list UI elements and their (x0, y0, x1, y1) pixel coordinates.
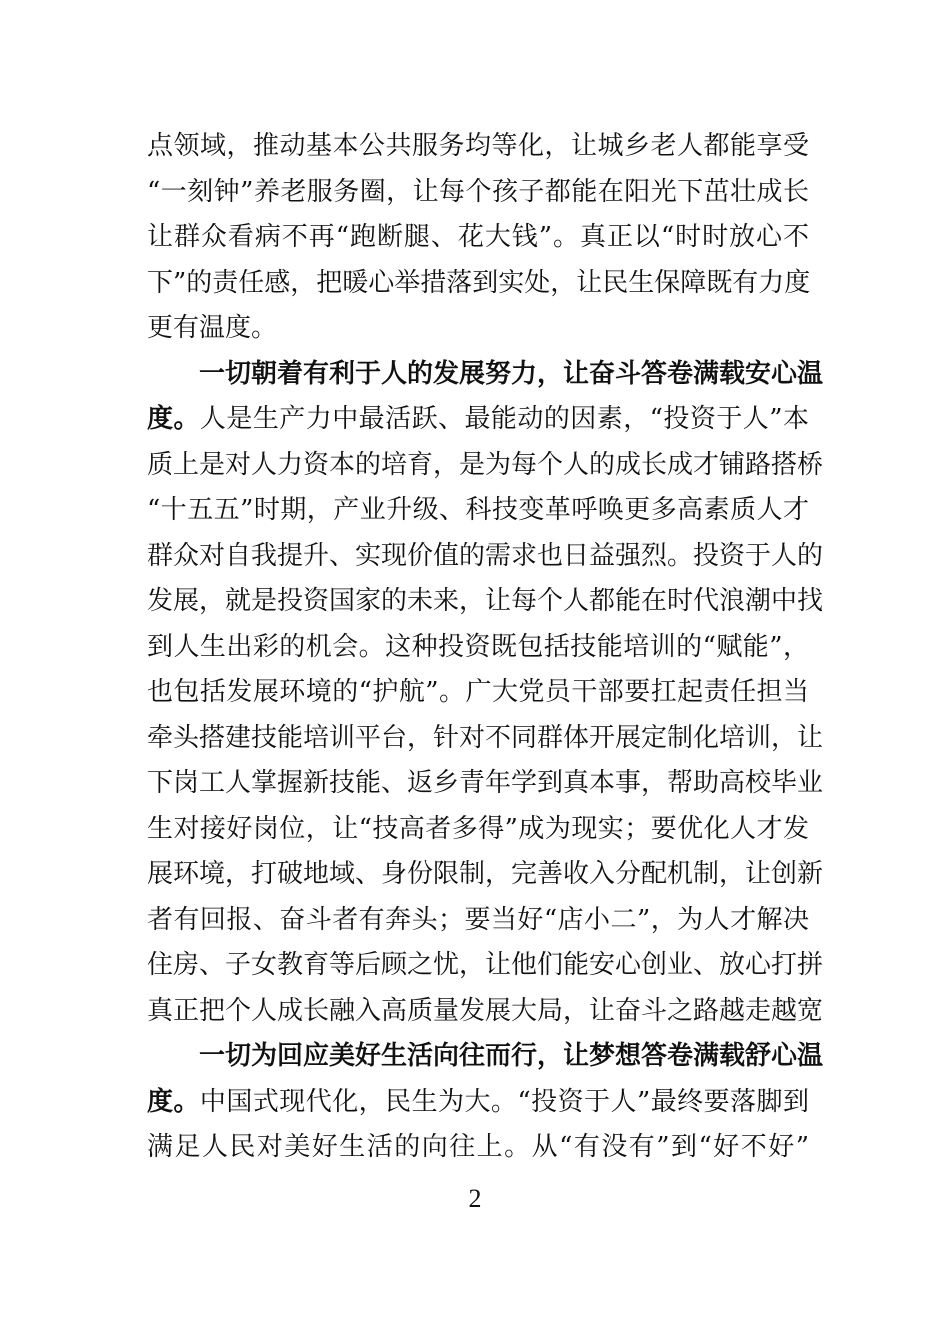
text-line: 满足人民对美好生活的向往上。从“有没有”到“好不好” (147, 1132, 809, 1162)
text-line: 牵头搭建技能培训平台，针对不同群体开展定制化培训，让 (147, 722, 824, 753)
text-line: 点领域，推动基本公共服务均等化，让城乡老人都能享受 (147, 131, 809, 161)
text-line: 让群众看病不再“跑断腿、花大钱”。真正以“时时放心不 (147, 222, 809, 252)
section-heading-end: 度。 (147, 1086, 200, 1117)
text-line: 发展，就是投资国家的未来，让每个人都能在时代浪潮中找 (147, 586, 824, 616)
text-line: 更有温度。 (147, 313, 278, 343)
text-run: 中国式现代化，民生为大。“投资于人”最终要落脚到 (199, 1086, 809, 1117)
text-line: “一刻钟”养老服务圈，让每个孩子都能在阳光下茁壮成长 (147, 176, 809, 207)
text-line: 生对接好岗位，让“技高者多得”成为现实；要优化人才发 (147, 813, 809, 844)
text-line (147, 1080, 809, 1126)
section-heading-end: 度。 (147, 404, 200, 434)
section-heading: 一切为回应美好生活向往而行，让梦想答卷满载舒心温 (199, 1041, 824, 1071)
body-text (147, 124, 824, 1171)
section-heading: 一切朝着有利于人的发展努力，让奋斗答卷满载安心温 (199, 358, 824, 389)
text-line: 住房、子女教育等后顾之忧，让他们能安心创业、放心打拼 (147, 950, 824, 980)
text-line: 者有回报、奋斗者有奔头；要当好“店小二”，为人才解决 (147, 904, 809, 935)
text-line: 质上是对人力资本的培育，是为每个人的成长成才铺路搭桥 (147, 449, 824, 480)
text-line: 到人生出彩的机会。这种投资既包括技能培训的“赋能”， (147, 631, 809, 662)
text-line: 下岗工人掌握新技能、返乡青年学到真本事，帮助高校毕业 (147, 768, 824, 798)
text-line: 也包括发展环境的“护航”。广大党员干部要扛起责任担当 (147, 677, 809, 707)
text-line: 群众对自我提升、实现价值的需求也日益强烈。投资于人的 (147, 540, 824, 571)
text-run: 人是生产力中最活跃、最能动的因素，“投资于人”本 (199, 404, 809, 434)
text-line: 真正把个人成长融入高质量发展大局，让奋斗之路越走越宽 (147, 995, 824, 1026)
page-number: 2 (468, 1184, 482, 1213)
text-line: “十五五”时期，产业升级、科技变革呼唤更多高素质人才 (147, 495, 809, 525)
text-line: 下”的责任感，把暖心举措落到实处，让民生保障既有力度 (147, 267, 811, 298)
text-line: 展环境，打破地域、身份限制，完善收入分配机制，让创新 (147, 859, 824, 889)
text-line (147, 397, 809, 443)
